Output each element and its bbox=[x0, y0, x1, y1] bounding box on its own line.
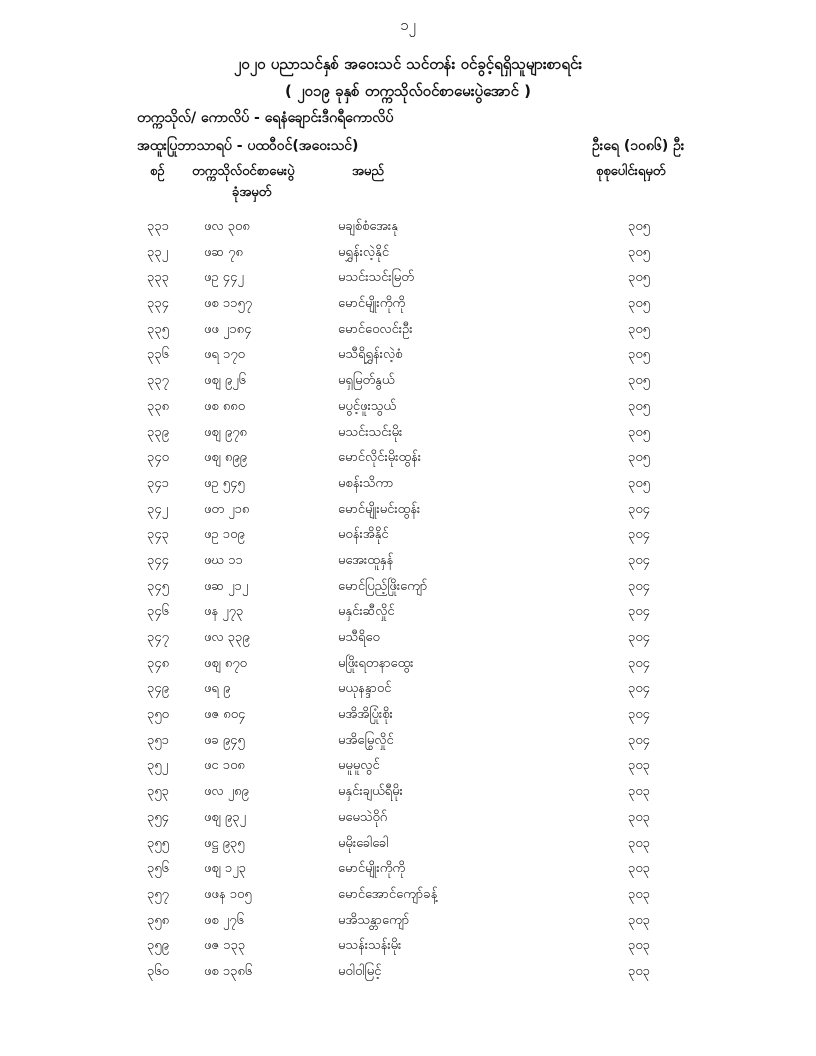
student-name: မပွင့်ဖူးသွယ် bbox=[338, 398, 396, 414]
row-number: ၃၄၈ bbox=[147, 655, 170, 671]
table-row bbox=[0, 831, 816, 857]
total-score: ၃၀၃ bbox=[628, 861, 650, 877]
total-score: ၃၀၅ bbox=[628, 475, 650, 491]
table-row bbox=[0, 342, 816, 368]
total-score: ၃၀၄ bbox=[628, 655, 650, 671]
row-number: ၃၃၉ bbox=[147, 424, 169, 440]
student-name: မယုနန္ဒာဝင် bbox=[338, 681, 392, 697]
table-row bbox=[0, 651, 816, 677]
roll-number: ဖလ ၃၀၈ bbox=[204, 219, 250, 234]
header-total-score: စုစုပေါင်းရမှတ် bbox=[596, 164, 666, 179]
roll-number: ဖရ ၉ bbox=[204, 681, 231, 697]
roll-number: ဖစျ ၈၇၀ bbox=[204, 655, 247, 671]
student-name: မသင်းသင်းမြတ် bbox=[338, 270, 414, 286]
total-score: ၃၀၃ bbox=[628, 886, 650, 902]
table-row bbox=[0, 522, 816, 548]
table-row bbox=[0, 908, 816, 934]
page-number: ၁၂ bbox=[400, 16, 416, 34]
header-name: အမည် bbox=[352, 164, 384, 179]
student-name: မောင်အောင်ကျော်ခန့် bbox=[338, 886, 438, 902]
roll-number: ဖခ ၉၄၅ bbox=[204, 732, 245, 748]
total-score: ၃၀၅ bbox=[628, 373, 650, 389]
roll-number: ဖစ ၂၇၆ bbox=[204, 912, 244, 928]
roll-number: ဖဥ ၅၄၅ bbox=[204, 475, 245, 491]
student-name: မမူမူလွင် bbox=[338, 758, 380, 774]
table-row bbox=[0, 779, 816, 805]
row-number: ၃၃၅ bbox=[147, 321, 169, 337]
student-name: မောင်မျိုးကိုကို bbox=[338, 296, 406, 312]
row-number: ၃၅၅ bbox=[147, 835, 169, 851]
roll-number: ဖစ ၁၁၅၇ bbox=[204, 296, 253, 312]
roll-number: ဖစ ၁၃၈၆ bbox=[204, 963, 253, 979]
roll-number: ဖဥ ၄၄၂ bbox=[204, 270, 244, 286]
table-row bbox=[0, 574, 816, 600]
row-number: ၃၅၈ bbox=[147, 912, 170, 928]
total-score: ၃၀၄ bbox=[628, 681, 650, 697]
total-score: ၃၀၃ bbox=[628, 784, 650, 800]
total-score: ၃၀၅ bbox=[628, 270, 650, 286]
row-number: ၃၅၁ bbox=[147, 732, 169, 748]
table-row bbox=[0, 394, 816, 420]
total-score: ၃၀၅ bbox=[628, 219, 650, 234]
row-number: ၃၃၄ bbox=[147, 296, 169, 312]
student-name: မရွှန်းလဲ့နိုင် bbox=[338, 244, 390, 260]
table-row bbox=[0, 368, 816, 394]
table-row bbox=[0, 548, 816, 574]
row-number: ၃၅၄ bbox=[147, 809, 169, 825]
row-number: ၃၆၀ bbox=[147, 963, 169, 979]
total-score: ၃၀၃ bbox=[628, 963, 650, 979]
row-number: ၃၅၃ bbox=[147, 784, 169, 800]
student-name: မောင်မျိုးကိုကို bbox=[338, 861, 406, 877]
student-name: မအိမြွေလှိုင် bbox=[338, 732, 394, 748]
student-name: မအိအိပြုံးစိုး bbox=[338, 707, 393, 723]
table-row bbox=[0, 599, 816, 625]
roll-number: ဖစျ ၉၂၆ bbox=[204, 373, 246, 389]
table-row bbox=[0, 265, 816, 291]
row-number: ၃၅၂ bbox=[147, 758, 169, 774]
header-no: စဉ် bbox=[150, 164, 165, 179]
row-number: ၃၃၃ bbox=[147, 270, 169, 286]
row-number: ၃၃၆ bbox=[147, 347, 169, 363]
row-number: ၃၃၇ bbox=[147, 373, 169, 389]
roll-number: ဖဇ ၁၃၃ bbox=[204, 938, 246, 954]
roll-number: ဖစျ ၉၃၂ bbox=[204, 809, 246, 825]
student-name: မောင်လိုင်းမိုးထွန်း bbox=[338, 450, 422, 466]
row-number: ၃၅၉ bbox=[147, 938, 169, 954]
total-score: ၃၀၃ bbox=[628, 758, 650, 774]
total-score: ၃၀၄ bbox=[628, 630, 650, 645]
table-row bbox=[0, 753, 816, 779]
roll-number: ဖတ ၂၁၈ bbox=[204, 501, 250, 517]
total-score: ၃၀၄ bbox=[628, 501, 650, 517]
total-score: ၃၀၄ bbox=[628, 527, 650, 543]
roll-number: ဖဖ ၂၁၈၄ bbox=[204, 321, 252, 337]
header-roll-number-line2: ခုံအမှတ် bbox=[232, 185, 272, 200]
table-row bbox=[0, 805, 816, 831]
roll-number: ဖဆ ၂၁၂ bbox=[204, 578, 249, 594]
total-score: ၃၀၅ bbox=[628, 398, 650, 414]
table-row bbox=[0, 676, 816, 702]
row-number: ၃၄၁ bbox=[147, 475, 169, 491]
roll-number: ဖဖန ၁၀၅ bbox=[204, 886, 252, 902]
row-number: ၃၅၇ bbox=[147, 886, 169, 902]
total-score: ၃၀၅ bbox=[628, 347, 650, 363]
document-title: ၂၀၂၀ ပညာသင်နှစ် အဝေးသင် သင်တန်း ဝင်ခွင့်ရရှိသူများစာရင်း bbox=[233, 55, 583, 73]
student-name: မသီရိဝေ bbox=[338, 630, 380, 645]
row-number: ၃၄၄ bbox=[147, 552, 169, 568]
student-name: မသန်းသန်းမိုး bbox=[338, 938, 402, 954]
table-row bbox=[0, 497, 816, 523]
student-name: မနှင်းဆီလှိုင် bbox=[338, 604, 395, 620]
row-number: ၃၅၆ bbox=[147, 861, 169, 877]
student-name: မမိုးခေါခေါ bbox=[338, 835, 389, 851]
table-row bbox=[0, 471, 816, 497]
table-row bbox=[0, 420, 816, 446]
quota-line: ဦးရေ (၁၀၈၆) ဦး bbox=[592, 138, 685, 154]
roll-number: ဖဆ ၇၈ bbox=[204, 244, 243, 260]
row-number: ၃၅၀ bbox=[147, 707, 169, 723]
roll-number: ဖရ ၁၇၀ bbox=[204, 347, 245, 363]
student-name: မဝန်းအိနိုင် bbox=[338, 527, 389, 543]
student-name: မဝါဝါမြင့် bbox=[338, 963, 382, 979]
student-name: မသင်းသင်းမိုး bbox=[338, 424, 403, 440]
roll-number: ဖဇ ၈၀၄ bbox=[204, 707, 246, 723]
roll-number: ဖစျ ၁၂၃ bbox=[204, 861, 246, 877]
row-number: ၃၄၅ bbox=[147, 578, 169, 594]
table-row bbox=[0, 728, 816, 754]
total-score: ၃၀၄ bbox=[628, 707, 650, 723]
roll-number: ဖလ ၂၈၉ bbox=[204, 784, 249, 800]
row-number: ၃၄၉ bbox=[147, 681, 169, 697]
total-score: ၃၀၃ bbox=[628, 938, 650, 954]
header-roll-number: တက္ကသိုလ်ဝင်စာမေးပွဲ bbox=[192, 164, 295, 179]
student-name: မောင်ဝေလင်းဦး bbox=[338, 321, 413, 337]
table-row bbox=[0, 445, 816, 471]
table-row bbox=[0, 856, 816, 882]
roll-number: ဖင ၁၀၈ bbox=[204, 758, 245, 774]
row-number: ၃၄၀ bbox=[147, 450, 169, 466]
total-score: ၃၀၄ bbox=[628, 604, 650, 620]
total-score: ၃၀၄ bbox=[628, 552, 650, 568]
document-subtitle: ( ၂၀၁၉ ခုနှစ် တက္ကသိုလ်ဝင်စာမေးပွဲအောင် ) bbox=[285, 82, 531, 100]
row-number: ၃၄၇ bbox=[147, 630, 169, 645]
university-line: တက္ကသိုလ်/ ကောလိပ် - ရေနံချောင်းဒီဂရီကောလိပ် bbox=[137, 110, 394, 126]
table-row bbox=[0, 882, 816, 908]
student-name: မစန်းသိကာ bbox=[338, 475, 394, 491]
table-row bbox=[0, 214, 816, 240]
student-name: မမေသဲဝိုဂ် bbox=[338, 809, 388, 825]
student-name: မချစ်စံအေးနု bbox=[338, 219, 398, 234]
total-score: ၃၀၃ bbox=[628, 809, 650, 825]
table-row bbox=[0, 702, 816, 728]
roll-number: ဖန ၂၇၃ bbox=[204, 604, 244, 620]
student-name: မောင်မျိုးမင်းထွန်း bbox=[338, 501, 421, 517]
student-name: မအိသန္တာကျော် bbox=[338, 912, 410, 928]
row-number: ၃၃၂ bbox=[147, 244, 169, 260]
total-score: ၃၀၅ bbox=[628, 296, 650, 312]
roll-number: ဖလ ၃၃၉ bbox=[204, 630, 250, 645]
roll-number: ဖဋ္ဌ ၉၃၅ bbox=[204, 835, 245, 851]
roll-number: ဖစျ ၈၉၉ bbox=[204, 450, 247, 466]
row-number: ၃၄၂ bbox=[147, 501, 169, 517]
table-row bbox=[0, 933, 816, 959]
row-number: ၃၄၆ bbox=[147, 604, 169, 620]
student-name: မောင်ပြည့်ဖြိုးကျော် bbox=[338, 578, 428, 594]
student-name: မဖြိုးရတနာထွေး bbox=[338, 655, 414, 671]
student-name: မနှင်းချယ်ရီမိုး bbox=[338, 784, 403, 800]
total-score: ၃၀၅ bbox=[628, 450, 650, 466]
student-name: မအေးထူနှန် bbox=[338, 552, 394, 568]
table-row bbox=[0, 959, 816, 985]
table-row bbox=[0, 291, 816, 317]
total-score: ၃၀၃ bbox=[628, 912, 650, 928]
total-score: ၃၀၃ bbox=[628, 835, 650, 851]
major-line: အထူးပြုဘာသာရပ် - ပထဝီဝင်(အဝေးသင်) bbox=[137, 138, 359, 154]
row-number: ၃၄၃ bbox=[147, 527, 169, 543]
row-number: ၃၃၈ bbox=[147, 398, 170, 414]
total-score: ၃၀၅ bbox=[628, 244, 650, 260]
total-score: ၃၀၄ bbox=[628, 732, 650, 748]
table-row bbox=[0, 240, 816, 266]
table-row bbox=[0, 317, 816, 343]
student-name: မရှမြတ်နွယ် bbox=[338, 373, 395, 389]
results-table bbox=[0, 214, 816, 985]
roll-number: ဖဃ ၁၁ bbox=[204, 552, 243, 568]
total-score: ၃၀၅ bbox=[628, 321, 650, 337]
student-name: မသီရိရွှန်းလဲ့စံ bbox=[338, 347, 403, 363]
total-score: ၃၀၅ bbox=[628, 424, 650, 440]
roll-number: ဖစျ ၉၇၈ bbox=[204, 424, 247, 440]
total-score: ၃၀၄ bbox=[628, 578, 650, 594]
roll-number: ဖစ ၈၈၀ bbox=[204, 398, 246, 414]
roll-number: ဖဥ ၁၀၉ bbox=[204, 527, 245, 543]
row-number: ၃၃၁ bbox=[147, 219, 169, 234]
table-row bbox=[0, 625, 816, 651]
